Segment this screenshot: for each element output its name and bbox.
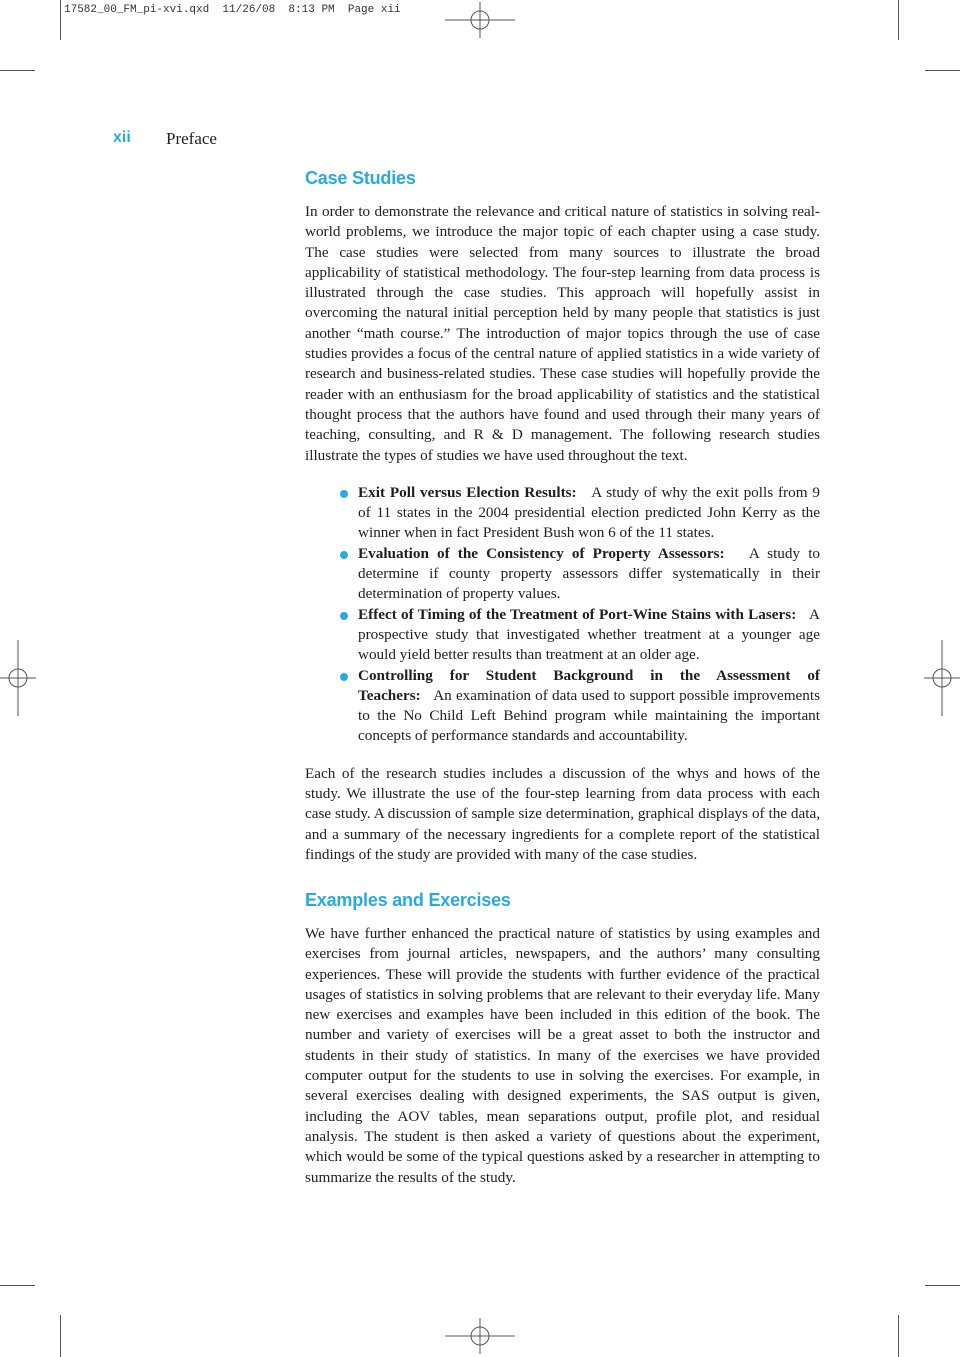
examples-section — [305, 890, 820, 1188]
list-item-text: A prospective study that investigated whether treatment at a younger age would yield better results than treatment at an older age. — [358, 605, 820, 664]
case-studies-section — [305, 168, 820, 865]
list-item-lead: Evaluation of the Consistency of Property Assessors: — [358, 544, 725, 562]
running-head-title: Preface — [166, 129, 217, 148]
bullet-icon — [340, 551, 348, 559]
crop-mark — [0, 70, 35, 71]
case-studies-heading: Case Studies — [305, 168, 416, 188]
crop-mark — [60, 1315, 61, 1357]
crop-mark — [925, 1285, 960, 1286]
bullet-icon — [340, 490, 348, 498]
registration-mark-icon — [445, 1318, 515, 1354]
case-studies-intro: In order to demonstrate the relevance and critical nature of statistics in solving real-world problems, we introduce the major topic of each chapter using a case study. The case studies were selected from many sources to illustrate the broad applicability of statistical methodology. The four-step learning from data process is illustrated through the case studies. This approach will hopefully assist in overcoming the natural initial perception held by many people that statistics is just another “math course.” The introduction of major topics through the use of case studies provides a focus of the central nature of applied statistics in a wide variety of research and business-related studies. These case studies will hopefully provide the reader with an enthusiasm for the broad applicability of statistics and the statistical thought process that the authors have found and used through their many years of teaching, consulting, and R & D management. The following research studies illustrate the types of studies we have used throughout the text. — [305, 203, 820, 464]
list-item-lead: Effect of Timing of the Treatment of Port-Wine Stains with Lasers: — [358, 605, 797, 623]
crop-mark — [60, 0, 61, 40]
list-item-lead: Controlling for Student Background in the Assessment of Teachers: — [358, 666, 820, 704]
list-item-text: A study of why the exit polls from 9 of 11 states in the 2004 presidential election predicted John Kerry as the winner when in fact President Bush won 6 of the 11 states. — [358, 483, 820, 542]
crop-mark — [925, 70, 960, 71]
list-item — [305, 666, 820, 747]
examples-heading: Examples and Exercises — [305, 890, 511, 910]
crop-mark — [0, 1285, 35, 1286]
crop-mark — [898, 1315, 899, 1357]
examples-body: We have further enhanced the practical nature of statistics by using examples and exercises from journal articles, newspapers, and the authors’ many consulting experiences. These will provide the students with further evidence of the practical usages of statistics in solving problems that are relevant to their everyday life. Many new exercises and examples have been included in this edition of the book. The number and variety of exercises will be a great asset to both the instructor and students in their study of statistics. In many of the exercises we have provided computer output for the students to use in solving the exercises. For example, in several exercises dealing with designed experiments, the SAS output is given, including the AOV tables, mean separations output, profile plot, and residual analysis. The student is then asked a variety of questions about the experiment, which would be some of the typical questions asked by a researcher in attempting to summarize the results of the study. — [305, 925, 820, 1186]
crop-mark — [898, 0, 899, 40]
registration-mark-icon — [0, 640, 36, 716]
case-studies-closing: Each of the research studies includes a discussion of the whys and hows of the study. We illustrate the use of the four-step learning from data process with each case study. A discussion of sample size determination, graphical displays of the data, and a summary of the necessary ingredients for a complete report of the statistical findings of the study are provided with many of the case studies. — [305, 764, 820, 863]
page-number: xii — [113, 129, 131, 146]
list-item-lead: Exit Poll versus Election Results: — [358, 483, 577, 501]
list-item — [305, 605, 820, 666]
list-item-text: A study to determine if county property assessors differ systematically in their determination of property values. — [358, 544, 821, 603]
list-item-text: An examination of data used to support possible improvements to the No Child Left Behind program while maintaining the important concepts of performance standards and accountability. — [358, 686, 821, 745]
list-item — [305, 483, 820, 544]
bullet-icon — [340, 612, 348, 620]
research-studies-list — [305, 483, 820, 747]
registration-mark-icon — [445, 2, 515, 38]
print-slug: 17582_00_FM_pi-xvi.qxd 11/26/08 8:13 PM Page xii — [64, 4, 401, 16]
list-item — [305, 544, 820, 605]
registration-mark-icon — [924, 640, 960, 716]
bullet-icon — [340, 673, 348, 681]
